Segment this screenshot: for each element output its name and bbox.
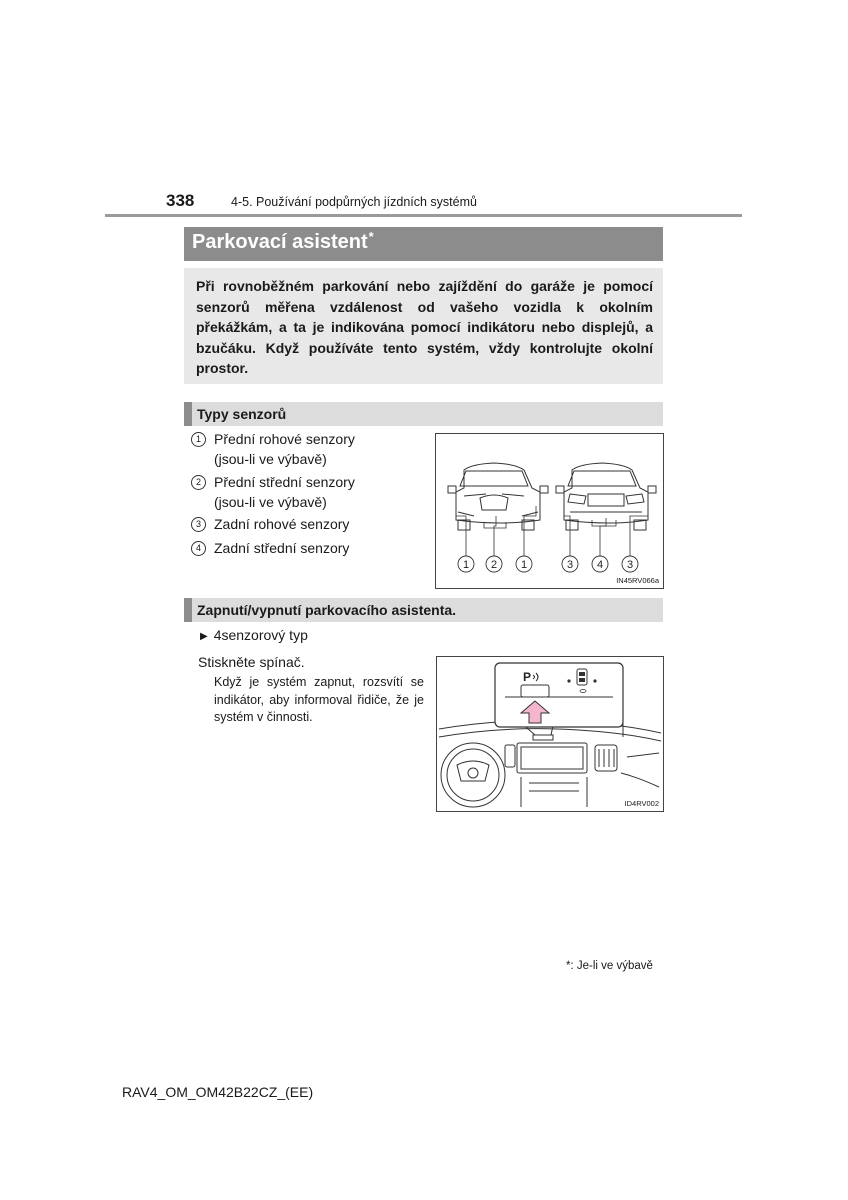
- sensor-label: Přední rohové senzory (jsou-li ve výbavě): [214, 431, 355, 467]
- optional-equipment-marker: *: [368, 229, 374, 244]
- section-heading-label: Typy senzorů: [197, 406, 287, 422]
- callout-number: 1: [191, 432, 206, 447]
- front-callout: 1: [462, 559, 470, 571]
- page-title: [192, 231, 374, 254]
- section-accent: [184, 598, 192, 622]
- sensor-location-figure: [435, 433, 664, 589]
- footnote: *: Je-li ve výbavě: [566, 960, 653, 972]
- bullet-4-sensor-type: [200, 627, 308, 643]
- car-illustration: [436, 434, 663, 588]
- title-label: Parkovací asistent: [192, 231, 368, 253]
- dashboard-illustration: [437, 657, 663, 811]
- sensor-label: Zadní rohové senzory: [214, 516, 350, 532]
- page-number: 338: [166, 191, 195, 210]
- running-head: 4-5. Používání podpůrných jízdních systémů: [231, 195, 477, 209]
- description-text: Když je systém zapnut, rozsvítí se indikátor, aby informoval řidiče, že je systém v činnosti.: [214, 675, 424, 724]
- section-accent: [184, 402, 192, 426]
- section-heading-sensor-types: [184, 402, 663, 426]
- footer-doc-code: RAV4_OM_OM42B22CZ_(EE): [122, 1084, 314, 1100]
- switch-location-figure: [436, 656, 664, 812]
- header-rule: [105, 214, 742, 217]
- callout-number: 2: [191, 475, 206, 490]
- figure-code: ID4RV002: [624, 799, 659, 808]
- section-heading-label: Zapnutí/vypnutí parkovacího asistenta.: [197, 602, 457, 618]
- rear-callout: 3: [626, 559, 634, 571]
- section-heading-switch: [184, 598, 663, 622]
- figure-code: IN45RV066a: [616, 576, 659, 585]
- intro-text: Při rovnoběžném parkování nebo zajíždění do garáže je pomocí senzorů měřena vzdálenost od vašeho vozidla k okolním překážkám, a ta je indikována pomocí indikátoru nebo displejů, a bzučáku. Když používáte tento systém, vždy kontrolujte okolní prostor.: [196, 278, 653, 376]
- callout-circles: [458, 556, 638, 572]
- title-bar: [184, 227, 663, 261]
- instruction-text: Stiskněte spínač.: [198, 654, 305, 670]
- callout-number: 3: [191, 517, 206, 532]
- sensor-label: Přední střední senzory (jsou-li ve výbavě): [214, 474, 355, 510]
- parking-assist-switch-symbol: P: [523, 670, 532, 684]
- front-callout: 2: [490, 559, 498, 571]
- sensor-label: Zadní střední senzory: [214, 540, 350, 556]
- rear-callout: 4: [596, 559, 604, 571]
- callout-number: 4: [191, 541, 206, 556]
- bullet-label: 4senzorový typ: [213, 627, 308, 643]
- front-callout: 1: [520, 559, 528, 571]
- intro-box: [184, 268, 663, 384]
- triangle-bullet-icon: ▶: [200, 631, 208, 642]
- rear-callout: 3: [566, 559, 574, 571]
